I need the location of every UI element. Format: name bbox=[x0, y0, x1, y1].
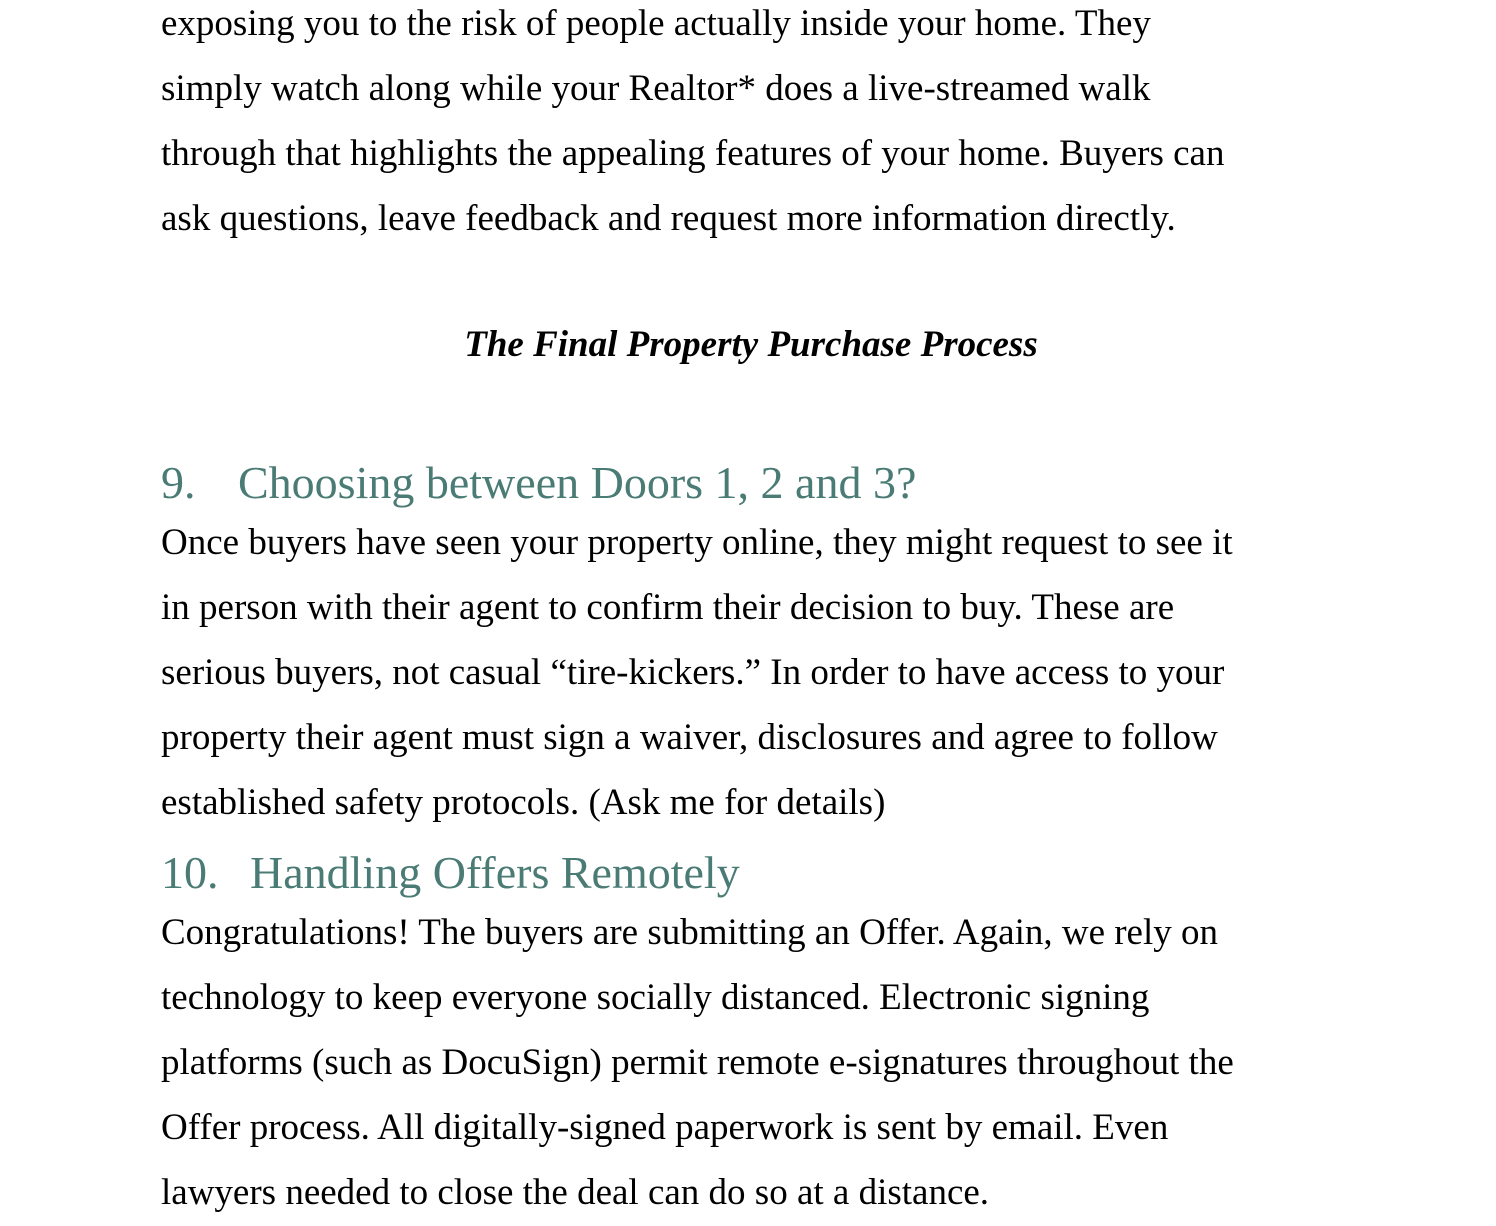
step-9-number: 9. bbox=[161, 457, 196, 508]
paragraph-line: Congratulations! The buyers are submitting an Offer. Again, we rely on bbox=[161, 912, 1219, 953]
step-9-heading bbox=[161, 455, 916, 511]
step-10-heading bbox=[161, 845, 740, 901]
step-10-number: 10. bbox=[161, 847, 219, 898]
paragraph-line: exposing you to the risk of people actually inside your home. They bbox=[161, 3, 1151, 44]
paragraph-line: in person with their agent to confirm their decision to buy. These are bbox=[161, 587, 1175, 628]
paragraph-line: Offer process. All digitally-signed paperwork is sent by email. Even bbox=[161, 1107, 1169, 1148]
paragraph-line: serious buyers, not casual “tire-kickers.” In order to have access to your bbox=[161, 652, 1225, 693]
paragraph-line: ask questions, leave feedback and request more information directly. bbox=[161, 198, 1176, 239]
paragraph-line: established safety protocols. (Ask me for details) bbox=[161, 782, 886, 823]
step-9-paragraph bbox=[161, 510, 1341, 835]
step-10-title: Handling Offers Remotely bbox=[250, 847, 740, 898]
paragraph-line: platforms (such as DocuSign) permit remote e-signatures throughout the bbox=[161, 1042, 1234, 1083]
paragraph-line: Once buyers have seen your property online, they might request to see it bbox=[161, 522, 1233, 563]
paragraph-line: technology to keep everyone socially distanced. Electronic signing bbox=[161, 977, 1150, 1018]
step-10-paragraph bbox=[161, 900, 1341, 1225]
section-title: The Final Property Purchase Process bbox=[464, 324, 1038, 365]
paragraph-line: property their agent must sign a waiver, disclosures and agree to follow bbox=[161, 717, 1218, 758]
paragraph-line: lawyers needed to close the deal can do so at a distance. bbox=[161, 1172, 990, 1213]
paragraph-line: simply watch along while your Realtor* does a live-streamed walk bbox=[161, 68, 1151, 109]
intro-paragraph bbox=[161, 0, 1341, 251]
paragraph-line: through that highlights the appealing features of your home. Buyers can bbox=[161, 133, 1225, 174]
step-9-title: Choosing between Doors 1, 2 and 3? bbox=[238, 457, 917, 508]
